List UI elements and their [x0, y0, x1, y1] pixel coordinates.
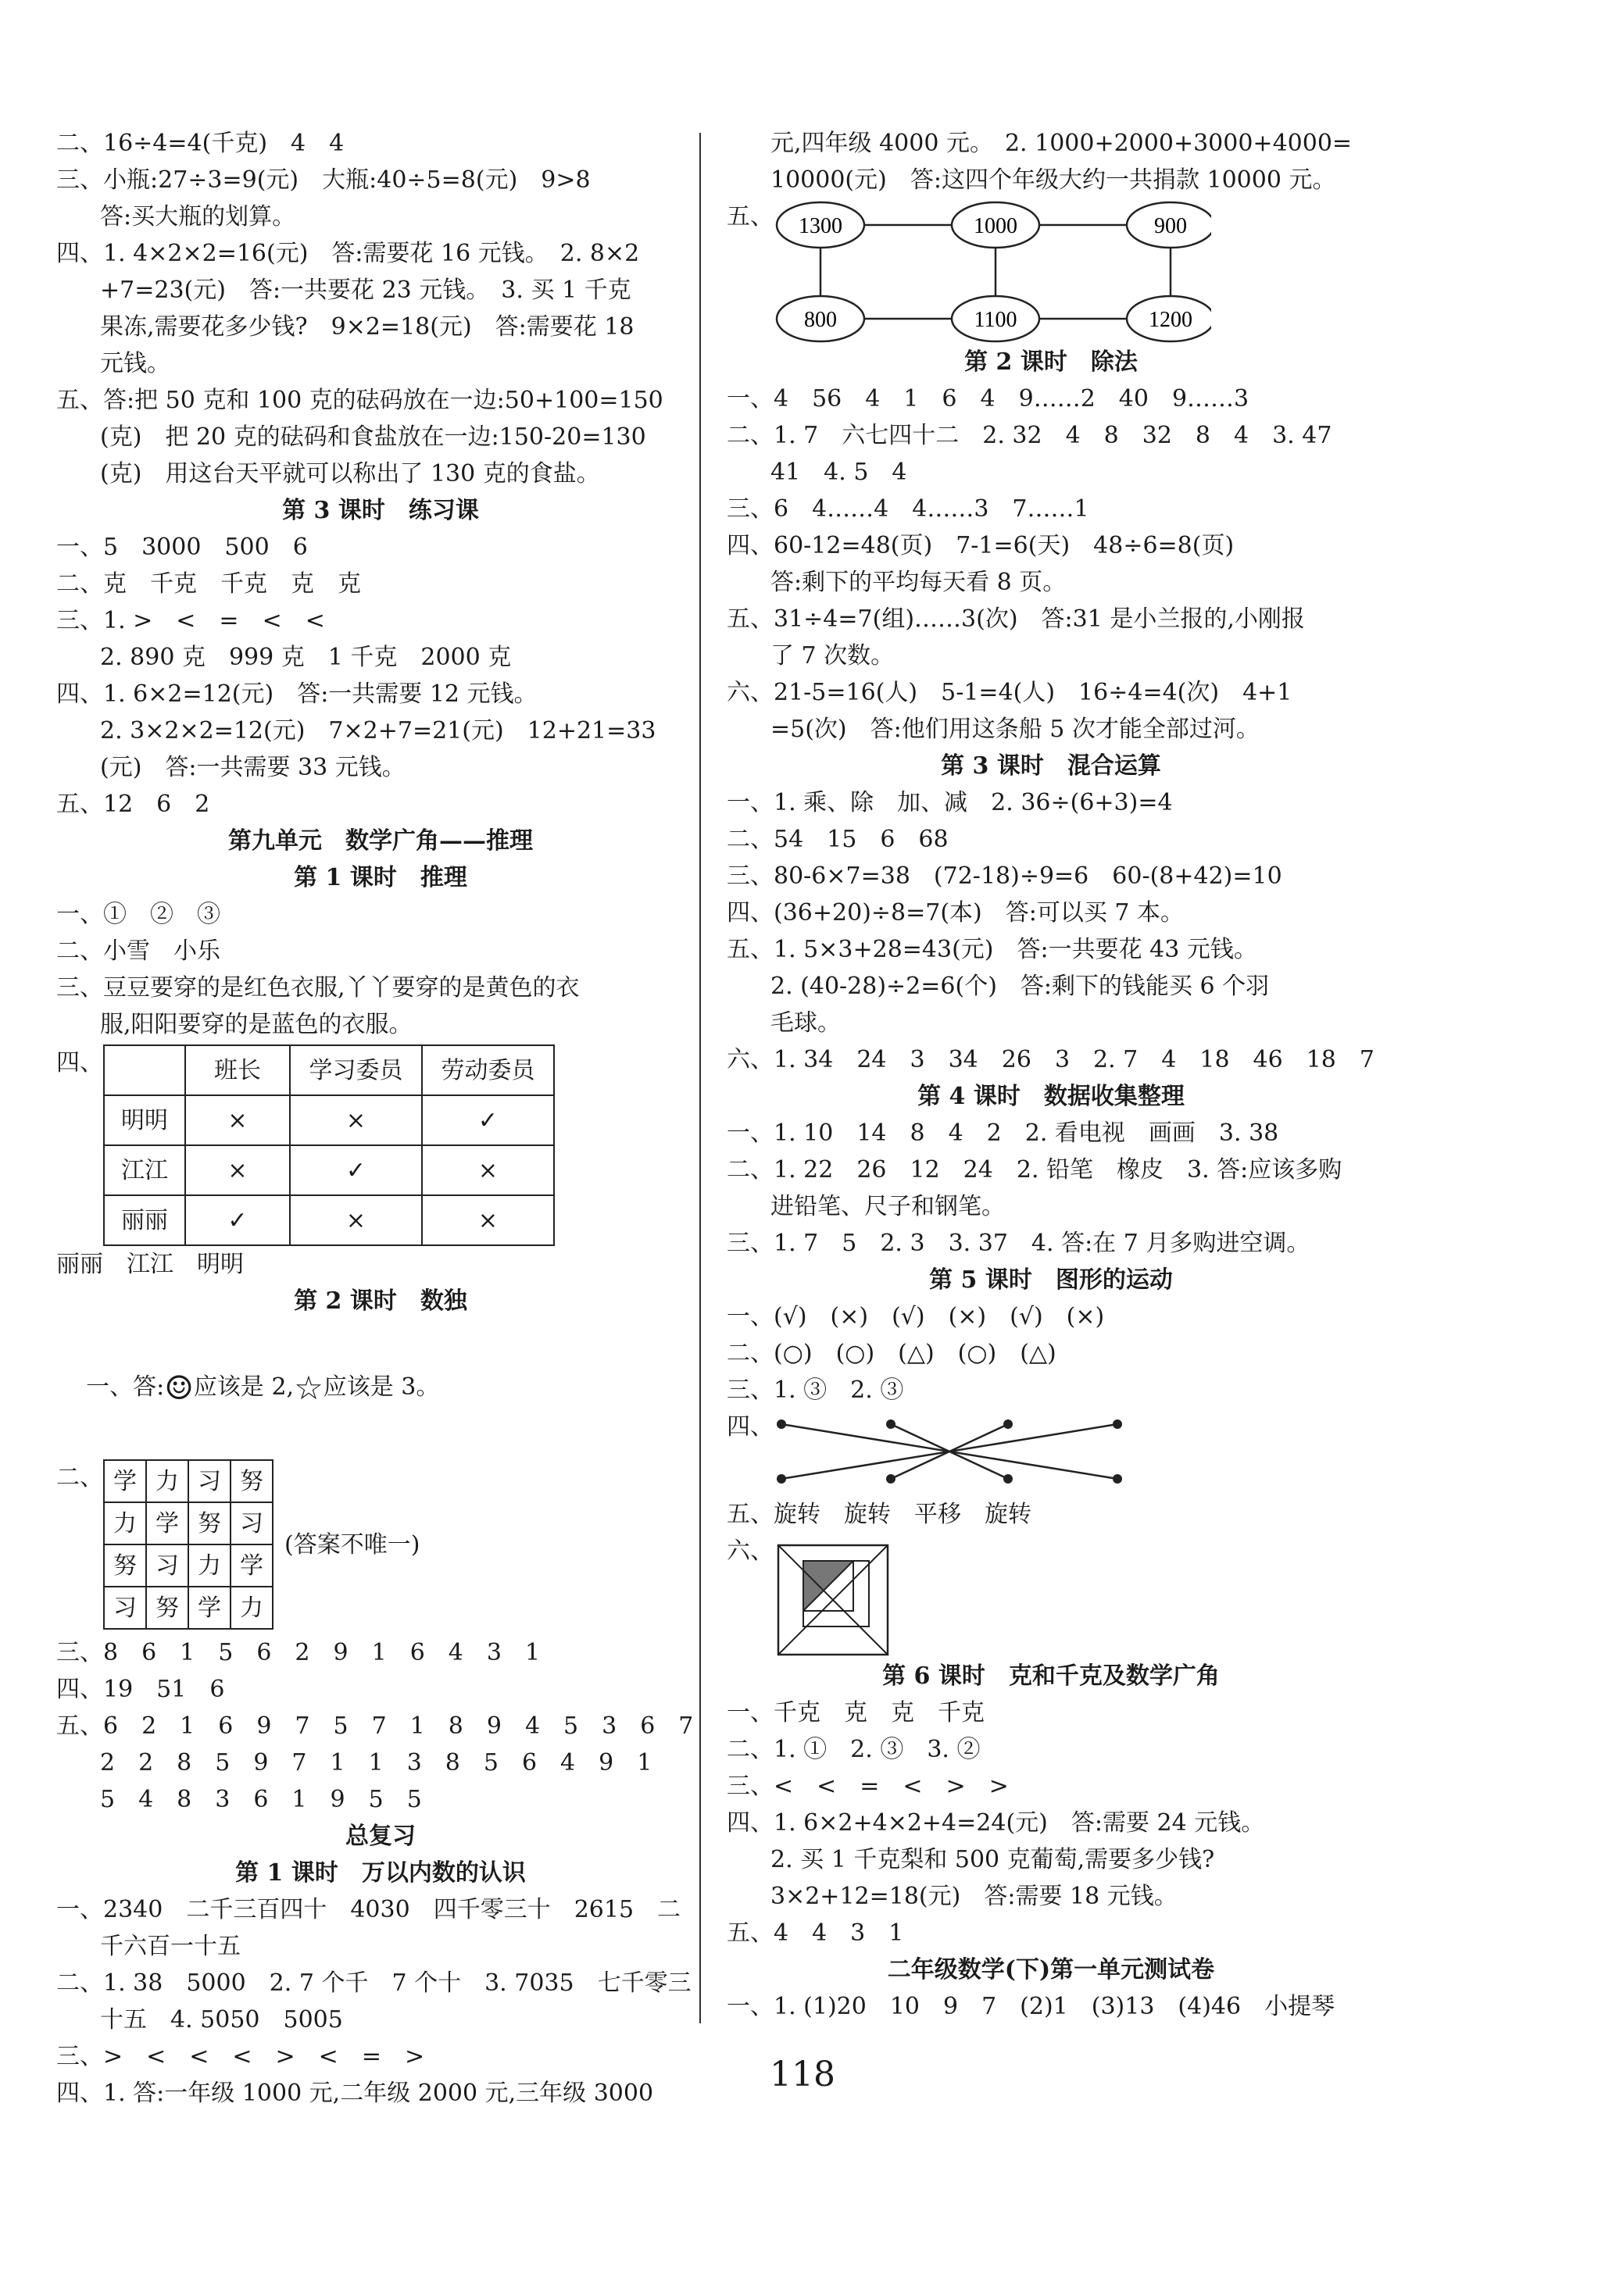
page-number: 118 [770, 2055, 835, 2094]
answer-line: 一、① ② ③ [56, 901, 220, 928]
rotation-question [727, 1533, 1375, 1658]
left-column [56, 125, 705, 2112]
answer-line: 四、19 51 6 [56, 1676, 225, 1703]
sudoku-cell: 努 [104, 1544, 146, 1587]
answer-line: 十五 4. 5050 5005 [100, 2006, 343, 2034]
roles-name-cell: 明明 [104, 1095, 185, 1145]
answer-line: 四、(36+20)÷8=7(本) 答:可以买 7 本。 [727, 899, 1185, 927]
star-icon: ☆ [294, 1369, 324, 1407]
answer-line: 三、豆豆要穿的是红色衣服,丫丫要穿的是黄色的衣 [56, 974, 580, 1002]
section-heading: 第 2 课时 除法 [964, 348, 1138, 376]
roles-mark-cell: × [185, 1095, 290, 1145]
answer-line: 二、1. 22 26 12 24 2. 铅笔 橡皮 3. 答:应该多购 [727, 1156, 1342, 1184]
sudoku-cell: 习 [188, 1460, 231, 1502]
answer-line: 10000(元) 答:这四个年级大约一共捐款 10000 元。 [770, 166, 1336, 194]
section-heading: 第 4 课时 数据收集整理 [917, 1083, 1185, 1110]
network-prefix: 五、 [727, 203, 774, 230]
sudoku-cell: 力 [188, 1544, 231, 1587]
sudoku-cell: 努 [231, 1460, 273, 1502]
matching-dot [1003, 1474, 1013, 1484]
sudoku-cell: 学 [231, 1544, 273, 1587]
sudoku-cell: 努 [188, 1502, 231, 1544]
answer-line: 三、8 6 1 5 6 2 9 1 6 4 3 1 [56, 1639, 541, 1666]
answer-line: 五、31÷4=7(组)……3(次) 答:31 是小兰报的,小刚报 [727, 605, 1305, 633]
matching-dot [1113, 1419, 1122, 1429]
answer-line: 二、(○) (○) (△) (○) (△) [727, 1340, 1056, 1367]
section-heading: 第 6 课时 克和千克及数学广角 [882, 1662, 1220, 1690]
answer-line: 四、1. 4×2×2=16(元) 答:需要花 16 元钱。 2. 8×2 [56, 240, 640, 267]
sudoku-cell: 学 [188, 1587, 231, 1629]
roles-header-cell: 劳动委员 [422, 1045, 554, 1095]
roles-mark-cell: × [422, 1195, 554, 1245]
network-node-value: 1000 [974, 214, 1017, 238]
sudoku-cell: 学 [146, 1502, 188, 1544]
roles-name-cell: 丽丽 [104, 1195, 185, 1245]
roles-header-cell: 学习委员 [290, 1045, 422, 1095]
answer-line: 三、6 4……4 4……3 7……1 [727, 495, 1089, 523]
answer-line: 2 2 8 5 9 7 1 1 3 8 5 6 4 9 1 [100, 1749, 652, 1776]
section-heading: 第 2 课时 数独 [294, 1287, 467, 1315]
answer-line: 二、1. 7 六七四十二 2. 32 4 8 32 8 4 3. 47 [727, 422, 1332, 449]
answer-line: 五、旋转 旋转 平移 旋转 [727, 1501, 1031, 1528]
section-heading: 第 3 课时 混合运算 [941, 752, 1161, 780]
answer-line: 一、4 56 4 1 6 4 9……2 40 9……3 [727, 385, 1249, 412]
roles-mark-cell: × [185, 1145, 290, 1195]
answer-line: +7=23(元) 答:一共要花 23 元钱。 3. 买 1 千克 [100, 277, 631, 304]
sudoku-grid [103, 1459, 273, 1630]
sudoku-question [56, 1459, 705, 1630]
smiley-face-icon: ☺ [164, 1369, 194, 1407]
sudoku-note: (答案不唯一) [284, 1530, 420, 1559]
network-node-value: 1200 [1149, 308, 1192, 332]
sudoku-cell: 学 [104, 1460, 146, 1502]
roles-answer: 丽丽 江江 明明 [56, 1251, 244, 1278]
roles-prefix: 四、 [56, 1049, 103, 1077]
answer-line: 答:买大瓶的划算。 [100, 203, 296, 230]
answer-line: 一、千克 克 克 千克 [727, 1699, 985, 1726]
rotation-prefix: 六、 [727, 1537, 774, 1565]
right-answers-part-d [727, 1658, 1375, 2025]
roles-mark-cell: ✓ [422, 1095, 554, 1145]
matching-dot [777, 1474, 786, 1484]
sudoku-cell: 习 [146, 1544, 188, 1587]
answer-line: 三、1. ③ 2. ③ [727, 1377, 904, 1404]
left-answers-part-a [56, 125, 705, 1043]
matching-lines-diagram [774, 1409, 1149, 1496]
answer-line: 六、21-5=16(人) 5-1=4(人) 16÷4=4(次) 4+1 [727, 679, 1292, 706]
network-node-value: 1300 [799, 214, 842, 238]
answer-line: =5(次) 答:他们用这条船 5 次才能全部过河。 [770, 716, 1260, 743]
answer-line: 一、1. (1)20 10 9 7 (2)1 (3)13 (4)46 小提琴 [727, 1993, 1335, 2020]
answer-line: 五、4 4 3 1 [727, 1919, 904, 1947]
answer-line: 三、1. > < = < < [56, 607, 325, 634]
answer-line: 二、1. 38 5000 2. 7 个千 7 个十 3. 7035 七千零三 [56, 1969, 692, 1997]
sudoku-prefix: 二、 [56, 1464, 103, 1491]
section-heading: 总复习 [345, 1823, 416, 1850]
roles-header-cell [104, 1045, 185, 1095]
answer-line: 一、1. 乘、除 加、减 2. 36÷(6+3)=4 [727, 789, 1173, 816]
answer-line: 六、1. 34 24 3 34 26 3 2. 7 4 18 46 18 7 [727, 1046, 1374, 1073]
answer-line: 二、小雪 小乐 [56, 937, 220, 965]
roles-table [103, 1044, 555, 1246]
roles-header-cell: 班长 [185, 1045, 290, 1095]
answer-line: 四、1. 答:一年级 1000 元,二年级 2000 元,三年级 3000 [56, 2080, 654, 2107]
roles-question [56, 1044, 705, 1246]
shapes-prefix: 一、答: [86, 1373, 165, 1401]
answer-line: 四、60-12=48(页) 7-1=6(天) 48÷6=8(页) [727, 532, 1235, 559]
answer-line: 3×2+12=18(元) 答:需要 18 元钱。 [770, 1883, 1178, 1910]
roles-name-cell: 江江 [104, 1145, 185, 1195]
roles-mark-cell: ✓ [290, 1145, 422, 1195]
answer-line: 五、6 2 1 6 9 7 5 7 1 8 9 4 5 3 6 7 [56, 1712, 694, 1740]
right-answers-part-c [727, 1496, 1375, 1533]
answer-line: 2. (40-28)÷2=6(个) 答:剩下的钱能买 6 个羽 [770, 973, 1270, 1000]
matching-dot [886, 1419, 895, 1429]
roles-mark-cell: × [422, 1145, 554, 1195]
answer-line: 五、答:把 50 克和 100 克的砝码放在一边:50+100=150 [56, 387, 663, 414]
answer-line: 三、> < < < > < = > [56, 2043, 425, 2070]
answer-line: 答:剩下的平均每天看 8 页。 [770, 569, 1067, 596]
sudoku-cell: 力 [146, 1460, 188, 1502]
matching-dot [1003, 1419, 1013, 1429]
shapes-answer [56, 1319, 705, 1456]
section-heading: 第九单元 数学广角——推理 [228, 827, 533, 855]
answer-line: 三、< < = < > > [727, 1773, 1009, 1800]
network-node-value: 900 [1154, 214, 1187, 238]
answer-line: 三、1. 7 5 2. 3 3. 37 4. 答:在 7 月多购进空调。 [727, 1230, 1310, 1257]
answer-line: 进铅笔、尺子和钢笔。 [770, 1193, 1005, 1220]
left-answers-part-b [56, 1634, 705, 2112]
answer-line: (克) 用这台天平就可以称出了 130 克的食盐。 [100, 460, 600, 487]
network-question [727, 198, 1375, 344]
answer-line: 二、16÷4=4(千克) 4 4 [56, 130, 345, 157]
answer-line: 元钱。 [100, 350, 170, 377]
answer-line: 元,四年级 4000 元。 2. 1000+2000+3000+4000= [770, 130, 1353, 157]
answer-line: 五、1. 5×3+28=43(元) 答:一共要花 43 元钱。 [727, 936, 1257, 963]
answer-line: 五、12 6 2 [56, 791, 210, 818]
matching-question [727, 1409, 1375, 1496]
roles-mark-cell: ✓ [185, 1195, 290, 1245]
answer-line: (克) 把 20 克的砝码和食盐放在一边:150-20=130 [100, 423, 646, 451]
answer-line: 41 4. 5 4 [770, 459, 907, 486]
answer-line: 5 4 8 3 6 1 9 5 5 [100, 1786, 422, 1813]
right-column [727, 125, 1375, 2025]
shapes-suffix: 应该是 3。 [323, 1373, 440, 1401]
answer-line: 一、5 3000 500 6 [56, 534, 308, 561]
sudoku-cell: 力 [104, 1502, 146, 1544]
network-node-value: 800 [804, 308, 837, 332]
answer-line: 一、(√) (×) (√) (×) (√) (×) [727, 1303, 1105, 1330]
matching-dot [886, 1474, 895, 1484]
answer-line: 2. 3×2×2=12(元) 7×2+7=21(元) 12+21=33 [100, 717, 656, 745]
answer-line: 三、80-6×7=38 (72-18)÷9=6 60-(8+42)=10 [727, 862, 1282, 890]
answer-line: 二、克 千克 千克 克 克 [56, 570, 361, 598]
answer-line: 了 7 次数。 [770, 642, 895, 670]
answer-line: 服,阳阳要穿的是蓝色的衣服。 [100, 1011, 413, 1038]
section-heading: 第 3 课时 练习课 [282, 497, 479, 524]
network-node-value: 1100 [974, 308, 1017, 332]
right-answers-part-b [727, 344, 1375, 1409]
answer-line: 四、1. 6×2+4×2+4=24(元) 答:需要 24 元钱。 [727, 1809, 1265, 1837]
right-answers-part-a [727, 125, 1375, 198]
answer-line: 毛球。 [770, 1009, 841, 1037]
answer-line: 千六百一十五 [100, 1933, 241, 1960]
matching-dot [1113, 1474, 1122, 1484]
answer-line: 一、2340 二千三百四十 4030 四千零三十 2615 二 [56, 1896, 681, 1923]
section-heading: 第 1 课时 万以内数的认识 [235, 1859, 526, 1887]
section-heading: 第 1 课时 推理 [294, 864, 467, 891]
matching-dot [777, 1419, 786, 1429]
sudoku-cell: 努 [146, 1587, 188, 1629]
answer-line: (元) 答:一共需要 33 元钱。 [100, 754, 406, 781]
rotation-square-diagram [774, 1541, 899, 1666]
roles-mark-cell: × [290, 1095, 422, 1145]
answer-line: 三、小瓶:27÷3=9(元) 大瓶:40÷5=8(元) 9>8 [56, 166, 591, 194]
section-heading: 二年级数学(下)第一单元测试卷 [887, 1956, 1215, 1984]
section-heading: 第 5 课时 图形的运动 [929, 1266, 1173, 1294]
answer-line: 一、1. 10 14 8 4 2 2. 看电视 画画 3. 38 [727, 1119, 1279, 1147]
sudoku-cell: 习 [231, 1502, 273, 1544]
sudoku-cell: 习 [104, 1587, 146, 1629]
answer-line: 2. 买 1 千克梨和 500 克葡萄,需要多少钱? [770, 1846, 1215, 1873]
answer-line: 果冻,需要花多少钱? 9×2=18(元) 答:需要花 18 [100, 313, 634, 341]
number-network-diagram [774, 198, 1211, 344]
answer-line: 二、54 15 6 68 [727, 826, 949, 853]
sudoku-cell: 力 [231, 1587, 273, 1629]
matching-prefix: 四、 [727, 1413, 774, 1441]
answer-line: 四、1. 6×2=12(元) 答:一共需要 12 元钱。 [56, 680, 538, 708]
roles-mark-cell: × [290, 1195, 422, 1245]
answer-line: 二、1. ① 2. ③ 3. ② [727, 1736, 981, 1763]
shapes-mid-text: 应该是 2, [193, 1373, 295, 1401]
answer-line: 2. 890 克 999 克 1 千克 2000 克 [100, 644, 512, 671]
